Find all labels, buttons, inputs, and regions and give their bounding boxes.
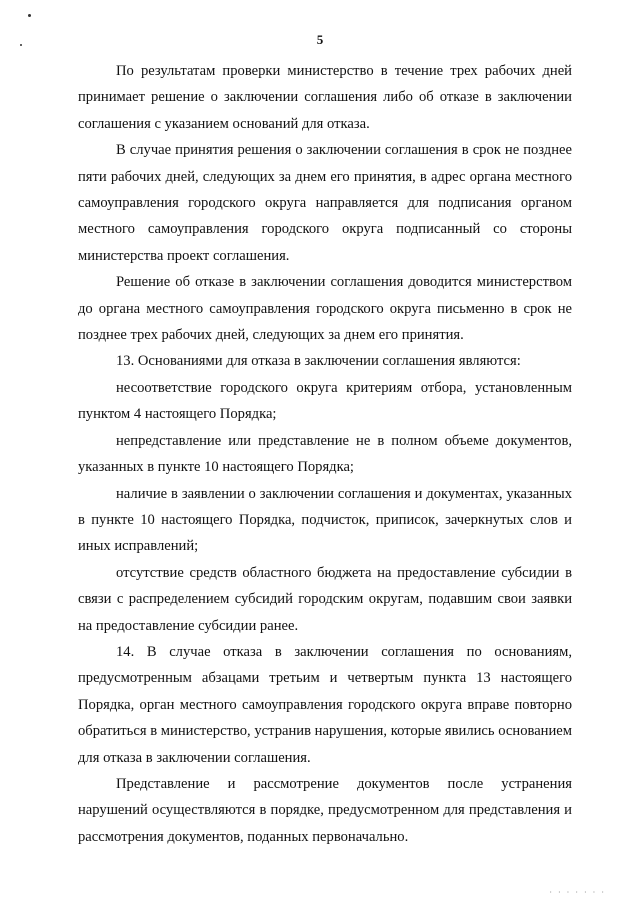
paragraph: отсутствие средств областного бюджета на предоставление субсидии в связи с распределением субсидий городским округам, подавшим свои заявки на предоставление субсидии ранее.: [78, 564, 572, 634]
paragraph: непредставление или представление не в полном объеме документов, указанных в пункте 10 настоящего Порядка;: [78, 432, 572, 476]
paragraph: наличие в заявлении о заключении соглашения и документах, указанных в пункте 10 настоящего Порядка, подчисток, приписок, зачеркнутых слов и иных исправлений;: [78, 485, 572, 555]
paragraph: Представление и рассмотрение документов после устранения нарушений осуществляются в порядке, предусмотренном для представления и рассмотрения документов, поданных первоначально.: [78, 775, 572, 845]
scan-speck: [28, 14, 31, 17]
paragraph: 14. В случае отказа в заключении соглашения по основаниям, предусмотренным абзацами третьим и четвертым пункта 13 настоящего Порядка, орган местного самоуправления городского округа вправе повторно обратиться в министерство, устранив нарушения, которые явились основанием для отказа в заключении соглашения.: [78, 643, 572, 766]
paragraph: Решение об отказе в заключении соглашения доводится министерством до органа местного самоуправления городского округа письменно в срок не позднее трех рабочих дней, следующих за днем его принятия.: [78, 274, 572, 344]
paragraph: По результатам проверки министерство в течение трех рабочих дней принимает решение о заключении соглашения либо об отказе в заключении соглашения с указанием оснований для отказа.: [78, 63, 572, 132]
scan-noise: · · · · · · ·: [549, 888, 606, 897]
paragraph: В случае принятия решения о заключении соглашения в срок не позднее пяти рабочих дней, следующих за днем его принятия, в адрес органа местного самоуправления городского округа направляется для подписания органом местного самоуправления городского округа подписанный со стороны министерства проект соглашения.: [78, 142, 572, 264]
paragraph: несоответствие городского округа критериям отбора, установленным пунктом 4 настоящего Порядка;: [78, 379, 572, 423]
paragraph: 13. Основаниями для отказа в заключении соглашения являются:: [116, 353, 521, 370]
document-body: [78, 58, 572, 850]
page-number: 5: [316, 32, 324, 47]
